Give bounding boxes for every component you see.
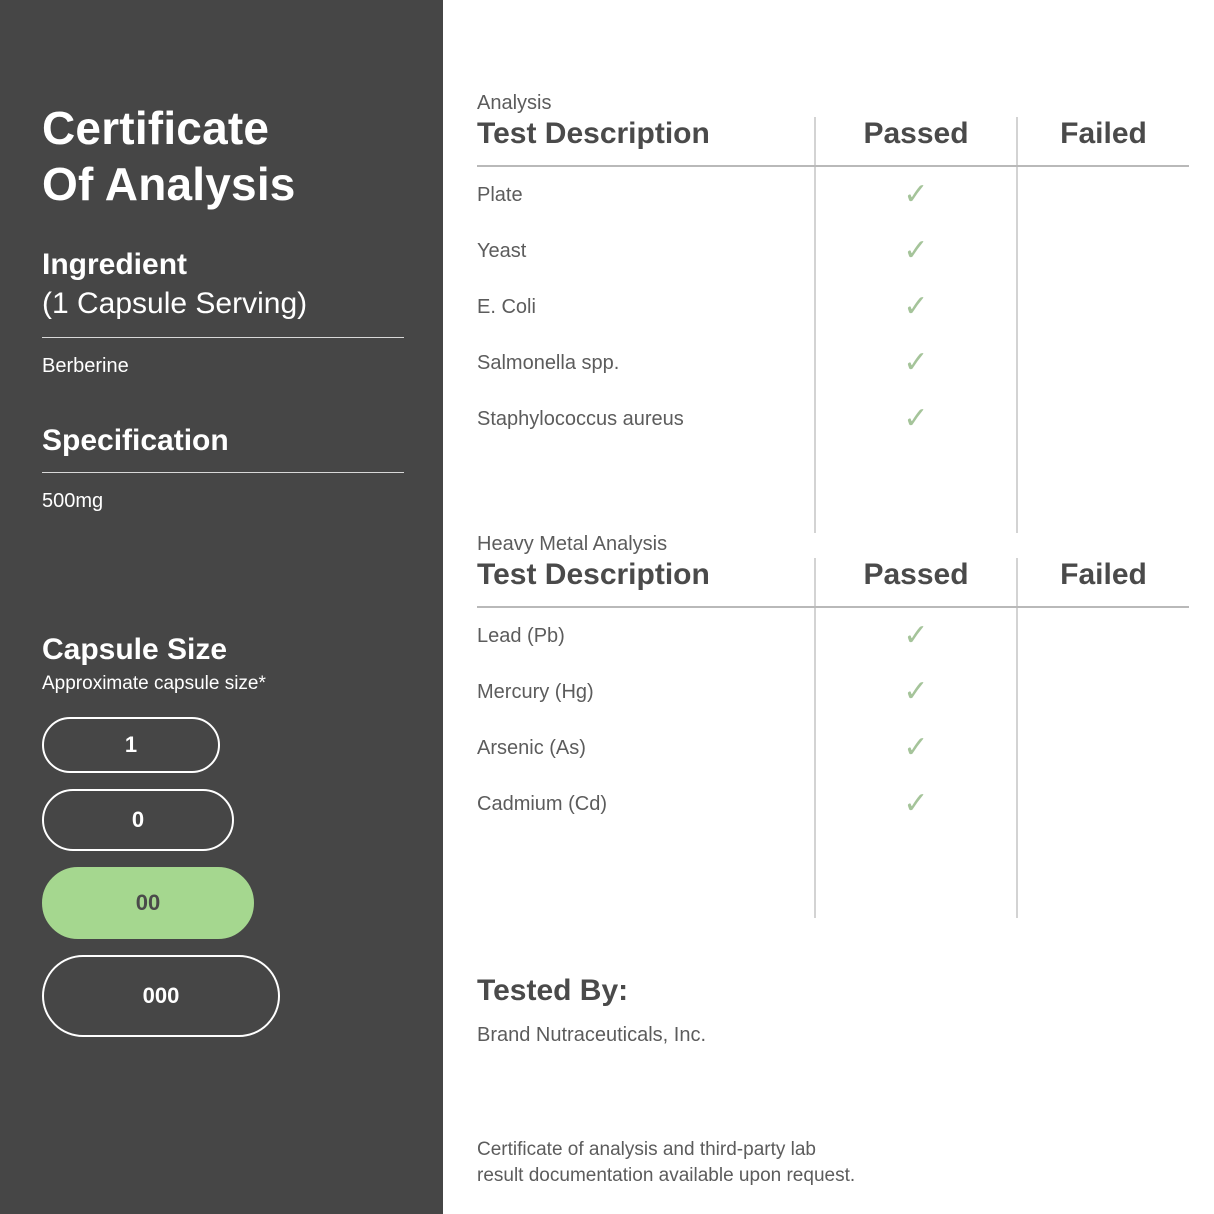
cell-failed (1017, 391, 1189, 447)
capsule-size-label: 0 (131, 807, 145, 832)
heavy-metal-caption: Heavy Metal Analysis (477, 533, 668, 555)
column-header-failed: Failed (1017, 117, 1189, 166)
footnote-line1: Certificate of analysis and third-party lab (477, 1139, 816, 1160)
spacer-cell (815, 832, 1017, 918)
cell-passed (815, 776, 1017, 832)
cell-test: Arsenic (As) (477, 736, 586, 759)
cell-failed (1017, 166, 1189, 223)
cell-failed (1017, 279, 1189, 335)
cell-test: E. Coli (477, 295, 536, 318)
analysis-table-section (477, 92, 1189, 533)
table-row (477, 720, 1189, 776)
table-spacer-row (477, 832, 1189, 918)
table-row (477, 391, 1189, 447)
capsule-size-label: 1 (124, 732, 138, 757)
cell-failed (1017, 223, 1189, 279)
table-row (477, 279, 1189, 335)
check-icon: ✓ (903, 178, 929, 211)
ingredient-subheading: (1 Capsule Serving) (42, 286, 308, 320)
spacer-cell (1017, 447, 1189, 533)
capsule-size-label: 00 (135, 890, 161, 915)
cell-passed (815, 664, 1017, 720)
table-spacer-row (477, 447, 1189, 533)
column-header-passed: Passed (815, 558, 1017, 607)
ingredient-value: Berberine (42, 355, 129, 377)
cell-passed (815, 391, 1017, 447)
capsule-size-label: 000 (142, 983, 180, 1008)
spacer-cell (477, 447, 815, 533)
ingredient-section (42, 246, 403, 380)
footnote (477, 1137, 1189, 1188)
table-row (477, 607, 1189, 664)
divider (42, 472, 404, 473)
table-row (477, 776, 1189, 832)
cell-failed (1017, 664, 1189, 720)
heavy-metal-table-section (477, 533, 1189, 918)
cell-passed (815, 335, 1017, 391)
spacer-cell (815, 447, 1017, 533)
table-row (477, 223, 1189, 279)
check-icon: ✓ (903, 290, 929, 323)
table-row (477, 166, 1189, 223)
analysis-table (477, 117, 1189, 533)
cell-passed (815, 607, 1017, 664)
cell-passed (815, 720, 1017, 776)
check-icon: ✓ (903, 675, 929, 708)
specification-value: 500mg (42, 490, 104, 512)
table-header-row (477, 558, 1189, 607)
page-title-line1: Certificate (42, 102, 270, 154)
cell-test: Cadmium (Cd) (477, 792, 608, 815)
ingredient-heading: Ingredient (42, 248, 188, 282)
cell-failed (1017, 776, 1189, 832)
sidebar (0, 0, 443, 1214)
footnote-line2: result documentation available upon request. (477, 1164, 856, 1186)
table-row (477, 335, 1189, 391)
heavy-metal-table (477, 558, 1189, 918)
main-content (443, 0, 1214, 1214)
cell-failed (1017, 720, 1189, 776)
divider (42, 337, 404, 338)
specification-heading: Specification (42, 424, 229, 457)
check-icon: ✓ (903, 731, 929, 764)
cell-passed (815, 223, 1017, 279)
check-icon: ✓ (903, 346, 929, 379)
cell-test: Mercury (Hg) (477, 680, 594, 703)
check-icon: ✓ (903, 402, 929, 435)
spacer-cell (477, 832, 815, 918)
column-header-failed: Failed (1017, 558, 1189, 607)
capsule-size-option-0[interactable] (42, 789, 234, 851)
cell-test: Salmonella spp. (477, 351, 620, 374)
capsule-size-option-00[interactable] (42, 867, 254, 939)
cell-passed (815, 279, 1017, 335)
cell-test: Staphylococcus aureus (477, 407, 684, 430)
capsule-size-note: Approximate capsule size* (42, 673, 266, 694)
spacer-cell (1017, 832, 1189, 918)
capsule-size-option-000[interactable] (42, 955, 280, 1037)
tested-by-section (477, 974, 1189, 1047)
tested-by-value: Brand Nutraceuticals, Inc. (477, 1024, 706, 1046)
table-row (477, 664, 1189, 720)
cell-test: Plate (477, 183, 523, 206)
cell-test: Yeast (477, 239, 527, 262)
page-title (42, 100, 403, 212)
table-header-row (477, 117, 1189, 166)
capsule-size-option-1[interactable] (42, 717, 220, 773)
capsule-size-section (42, 633, 403, 1037)
column-header-test-description: Test Description (477, 558, 815, 607)
capsule-size-heading: Capsule Size (42, 633, 228, 666)
tested-by-heading: Tested By: (477, 974, 629, 1007)
cell-failed (1017, 335, 1189, 391)
cell-failed (1017, 607, 1189, 664)
analysis-caption: Analysis (477, 92, 552, 114)
check-icon: ✓ (903, 619, 929, 652)
check-icon: ✓ (903, 234, 929, 267)
check-icon: ✓ (903, 787, 929, 820)
column-header-passed: Passed (815, 117, 1017, 166)
specification-section (42, 424, 403, 515)
column-header-test-description: Test Description (477, 117, 815, 166)
page-title-line2: Of Analysis (42, 158, 296, 211)
cell-passed (815, 166, 1017, 223)
cell-test: Lead (Pb) (477, 624, 565, 647)
